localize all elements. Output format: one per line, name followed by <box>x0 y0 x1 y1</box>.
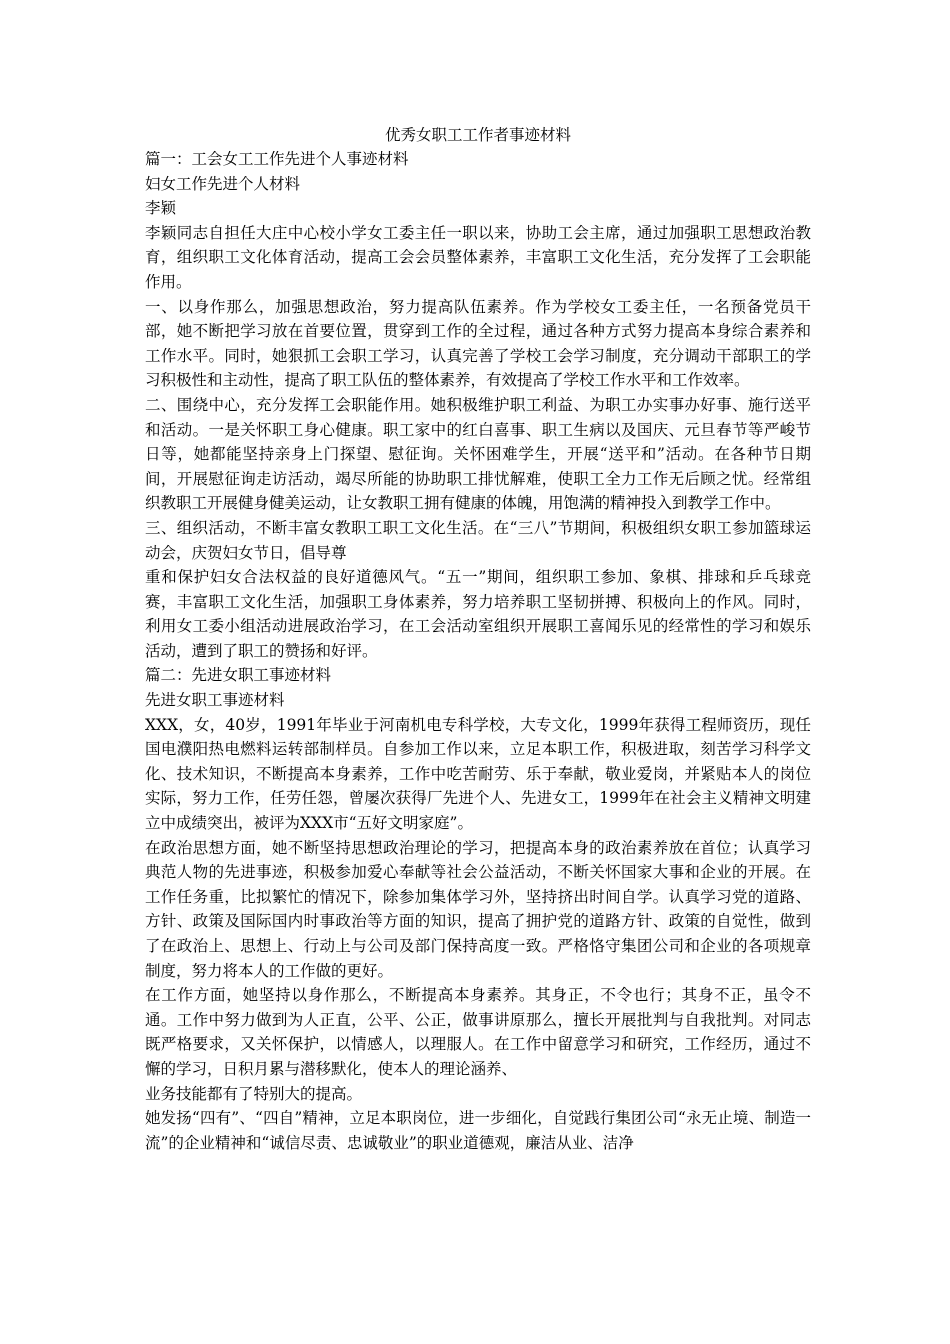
document-title: 优秀女职工工作者事迹材料 <box>384 126 571 144</box>
paragraph-work-a: 在工作方面，她坚持以身作那么，不断提高本身素养。其身正，不令也行；其身不正，虽令不通。工作中努力做到为人正直，公平、公正，做事讲原那么，擅长开展批判与自我批判。对同志既严格要求，又关怀保护，以情感人，以理服人。在工作中留意学习和研究，工作经历，通过不懈的学习，日积月累与潜移默化，使本人的理论涵养、 <box>145 986 811 1078</box>
paragraph-point-3a: 三、组织活动，不断丰富女教职工职工文化生活。在“三八”节期间，积极组织女职工参加篮球运动会，庆贺妇女节日，倡导尊 <box>145 518 811 562</box>
subheading-1: 妇女工作先进个人材料 <box>145 174 301 193</box>
paragraph-point-3b: 重和保护妇女合法权益的良好道德风气。“五一”期间，组织职工参加、象棋、排球和乒乓球竞赛，丰富职工文化生活，加强职工身体素养，努力培养职工坚韧拼搏、积极向上的作风。同时，利用女工委小组活动进展政治学习，在工会活动室组织开展职工喜闻乐见的经常性的学习和娱乐活动，遭到了职工的赞扬和好评。 <box>145 568 811 660</box>
paragraph-intro: 李颖同志自担任大庄中心校小学女工委主任一职以来，协助工会主席，通过加强职工思想政治教育，组织职工文化体育活动，提高工会会员整体素养，丰富职工文化生活，充分发挥了工会职能作用。 <box>145 223 811 291</box>
paragraph-spirit: 她发扬“四有”、“四自”精神，立足本职岗位，进一步细化，自觉践行集团公司“永无止境、制造一流”的企业精神和“诚信尽责、忠诚敬业”的职业道德观，廉洁从业、洁净 <box>145 1109 811 1152</box>
section-heading-1: 篇一：工会女工工作先进个人事迹材料 <box>145 150 409 168</box>
subheading-2: 先进女职工事迹材料 <box>145 691 285 710</box>
author-name: 李颖 <box>145 199 177 218</box>
section-heading-2: 篇二：先进女职工事迹材料 <box>145 666 332 685</box>
paragraph-politics: 在政治思想方面，她不断坚持思想政治理论的学习，把提高本身的政治素养放在首位；认真学习典范人物的先进事迹，积极参加爱心奉献等社会公益活动，不断关怀国家大事和企业的开展。在工作任务重，比拟繁忙的情况下，除参加集体学习外，坚持挤出时间自学。认真学习党的道路、方针、政策及国际国内时事政治等方面的知识，提高了拥护党的道路方针、政策的自觉性，做到了在政治上、思想上、行动上与公司及部门保持高度一致。严格恪守集团公司和企业的各项规章制度，努力将本人的工作做的更好。 <box>145 838 811 980</box>
document-page <box>145 123 811 1155</box>
paragraph-work-b: 业务技能都有了特别大的提高。 <box>145 1084 363 1103</box>
paragraph-point-2: 二、围绕中心，充分发挥工会职能作用。她积极维护职工利益、为职工办实事办好事、施行送平和活动。一是关怀职工身心健康。职工家中的红白喜事、职工生病以及国庆、元旦春节等严峻节日等，她都能坚持亲身上门探望、慰征询。关怀困难学生，开展“送平和”活动。在各种节日期间，开展慰征询走访活动，竭尽所能的协助职工排忧解难，使职工全力工作无后顾之忧。经常组织教职工开展健身健美运动，让女教职工拥有健康的体魄，用饱满的精神投入到教学工作中。 <box>145 395 811 513</box>
paragraph-profile: XXX，女，40岁，1991年毕业于河南机电专科学校，大专文化，1999年获得工程师资历，现任国电濮阳热电燃料运转部制样员。自参加工作以来，立足本职工作，积极进取，刻苦学习科学文化、技术知识，不断提高本身素养，工作中吃苦耐劳、乐于奉献，敬业爱岗，并紧贴本人的岗位实际，努力工作，任劳任怨，曾屡次获得厂先进个人、先进女工，1999年在社会主义精神文明建立中成绩突出，被评为XXX市“五好文明家庭”。 <box>145 715 811 833</box>
paragraph-point-1: 一、以身作那么，加强思想政治，努力提高队伍素养。作为学校女工委主任，一名预备党员干部，她不断把学习放在首要位置，贯穿到工作的全过程，通过各种方式努力提高本身综合素养和工作水平。同时，她狠抓工会职工学习，认真完善了学校工会学习制度，充分调动干部职工的学习积极性和主动性，提高了职工队伍的整体素养，有效提高了学校工作水平和工作效率。 <box>145 297 811 390</box>
